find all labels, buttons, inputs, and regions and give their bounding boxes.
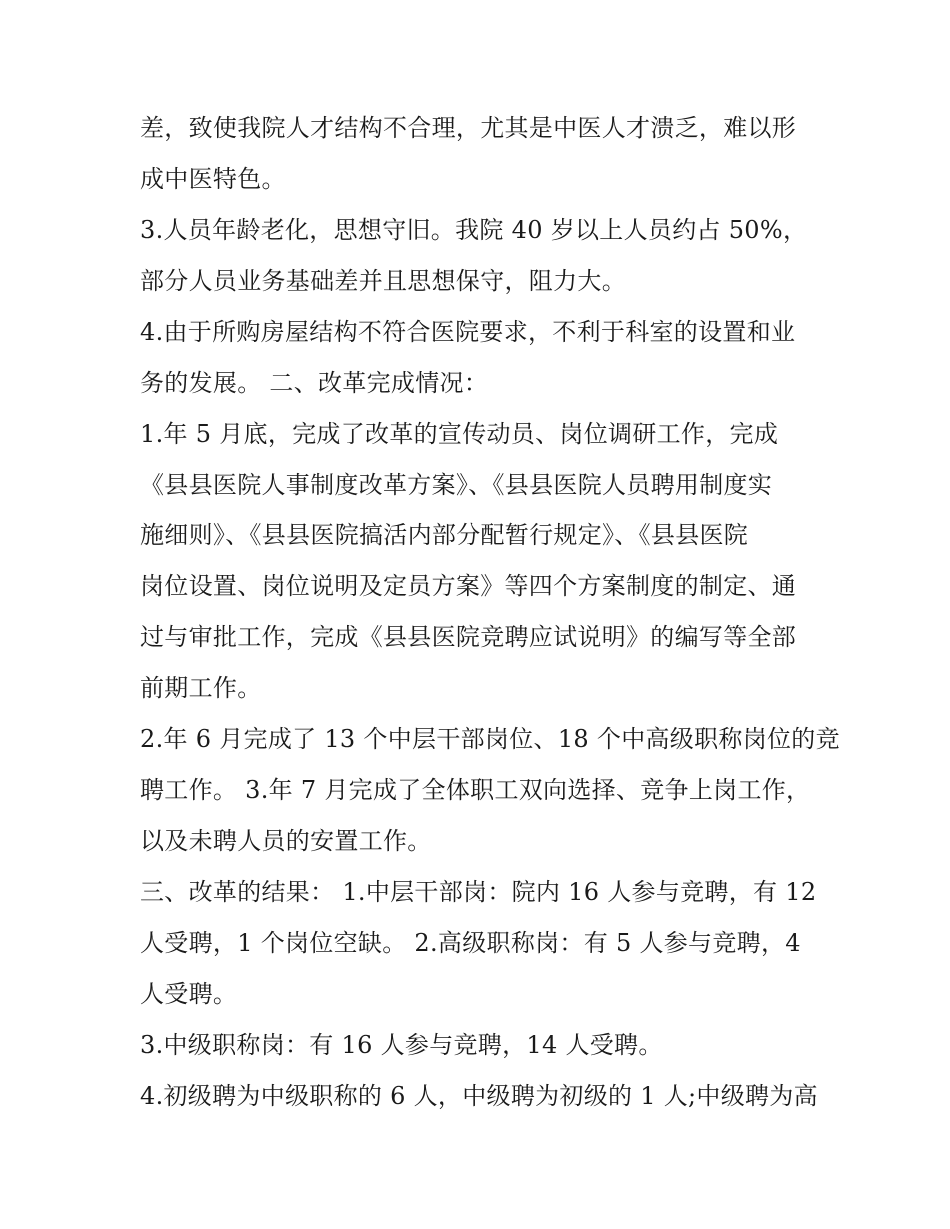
text-line: 4.初级聘为中级职称的 6 人，中级聘为初级的 1 人;中级聘为高 — [140, 1082, 818, 1110]
text-line: 《县县医院人事制度改革方案》、《县县医院人员聘用制度实 — [140, 471, 773, 499]
text-line: 成中医特色。 — [140, 165, 286, 193]
text-line: 人受聘，1 个岗位空缺。 2.高级职称岗：有 5 人参与竞聘，4 — [140, 929, 801, 957]
text-line: 岗位设置、岗位说明及定员方案》等四个方案制度的制定、通 — [140, 572, 797, 600]
text-line: 人受聘。 — [140, 980, 238, 1008]
text-line: 前期工作。 — [140, 674, 262, 702]
text-line: 3.中级职称岗：有 16 人参与竞聘，14 人受聘。 — [140, 1031, 663, 1059]
text-line: 过与审批工作，完成《县县医院竞聘应试说明》的编写等全部 — [140, 623, 797, 651]
text-line: 务的发展。 二、改革完成情况： — [140, 369, 489, 397]
text-line: 4.由于所购房屋结构不符合医院要求，不利于科室的设置和业 — [140, 318, 796, 346]
text-line: 以及未聘人员的安置工作。 — [140, 827, 432, 855]
text-line: 聘工作。 3.年 7 月完成了全体职工双向选择、竞争上岗工作， — [140, 776, 811, 804]
text-line: 差，致使我院人才结构不合理，尤其是中医人才溃乏，难以形 — [140, 114, 797, 142]
text-line: 1.年 5 月底，完成了改革的宣传动员、岗位调研工作，完成 — [140, 420, 779, 448]
text-line: 施细则》、《县县医院搞活内部分配暂行规定》、《县县医院 — [140, 521, 749, 549]
text-line: 2.年 6 月完成了 13 个中层干部岗位、18 个中高级职称岗位的竞 — [140, 725, 840, 753]
text-line: 三、改革的结果： 1.中层干部岗：院内 16 人参与竞聘，有 12 — [140, 878, 817, 906]
text-line: 部分人员业务基础差并且思想保守，阻力大。 — [140, 267, 626, 295]
text-line: 3.人员年龄老化，思想守旧。我院 40 岁以上人员约占 50%， — [140, 216, 808, 244]
